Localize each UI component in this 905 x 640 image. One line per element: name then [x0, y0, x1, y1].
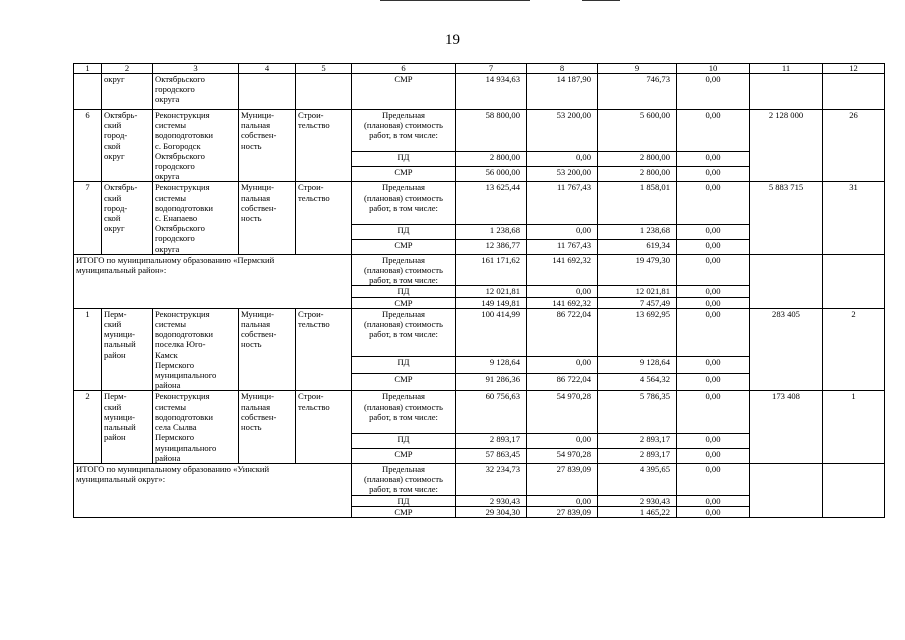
table-cell: СМР	[352, 167, 456, 182]
table-cell: 2	[823, 308, 885, 391]
table-cell: 1 858,01	[598, 182, 677, 224]
table-row	[74, 74, 885, 110]
table-cell: Муници- пальная собствен- ность	[239, 110, 296, 182]
table-cell: 2 800,00	[598, 152, 677, 167]
table-cell: 5 600,00	[598, 110, 677, 152]
top-line	[582, 0, 620, 1]
table-row	[74, 463, 885, 495]
table-cell: 1	[823, 391, 885, 463]
table-body	[74, 64, 885, 518]
table-cell: 0,00	[527, 286, 598, 297]
column-number-header: 7	[456, 64, 527, 74]
column-number-header: 1	[74, 64, 102, 74]
column-number-header: 4	[239, 64, 296, 74]
table-cell: Муници- пальная собствен- ность	[239, 182, 296, 254]
table-cell: 4 564,32	[598, 374, 677, 391]
table-cell: 2 930,43	[598, 495, 677, 506]
table-cell: 0,00	[677, 357, 750, 374]
table-cell: ПД	[352, 224, 456, 239]
table-cell: 19 479,30	[598, 254, 677, 286]
table-cell: 2 800,00	[598, 167, 677, 182]
table-cell: 0,00	[677, 239, 750, 254]
table-cell: 0,00	[677, 254, 750, 286]
table-cell: 0,00	[677, 433, 750, 448]
table-cell: Перм- ский муници- пальный район	[102, 391, 153, 463]
table-cell: 619,34	[598, 239, 677, 254]
column-number-header: 5	[296, 64, 352, 74]
table-cell: 7	[74, 182, 102, 254]
column-number-header: 2	[102, 64, 153, 74]
column-number-header: 9	[598, 64, 677, 74]
table-cell: округ	[102, 74, 153, 110]
table-cell: 86 722,04	[527, 374, 598, 391]
header-row	[74, 64, 885, 74]
table-cell: 11 767,43	[527, 239, 598, 254]
table-cell: 0,00	[677, 506, 750, 517]
table-cell: 0,00	[677, 167, 750, 182]
table-cell	[74, 74, 102, 110]
table-cell: 0,00	[677, 391, 750, 433]
column-number-header: 10	[677, 64, 750, 74]
table-cell: СМР	[352, 297, 456, 308]
table-cell: 2	[74, 391, 102, 463]
table-cell	[750, 74, 823, 110]
table-cell: 53 200,00	[527, 110, 598, 152]
table-cell	[296, 74, 352, 110]
table-cell: 29 304,30	[456, 506, 527, 517]
table-cell: 12 386,77	[456, 239, 527, 254]
table-cell: 2 930,43	[456, 495, 527, 506]
table-cell: 149 149,81	[456, 297, 527, 308]
table-cell	[823, 463, 885, 517]
column-number-header: 6	[352, 64, 456, 74]
column-number-header: 12	[823, 64, 885, 74]
table-cell: 1	[74, 308, 102, 391]
table-cell: 56 000,00	[456, 167, 527, 182]
table-cell: Реконструкция системы водоподготовки с. Богородск Октябрьского городского округа	[153, 110, 239, 182]
table-cell: 91 286,36	[456, 374, 527, 391]
table-cell: Муници- пальная собствен- ность	[239, 391, 296, 463]
table-cell: 31	[823, 182, 885, 254]
table-cell: 0,00	[677, 74, 750, 110]
data-table	[73, 63, 885, 518]
table-cell: Октябрьского городского округа	[153, 74, 239, 110]
table-cell: 54 970,28	[527, 391, 598, 433]
table-cell: СМР	[352, 506, 456, 517]
table-cell: СМР	[352, 374, 456, 391]
table-cell: 13 692,95	[598, 308, 677, 356]
table-cell: Строи- тельство	[296, 391, 352, 463]
table-cell: 100 414,99	[456, 308, 527, 356]
table-cell: 141 692,32	[527, 297, 598, 308]
table-cell: 26	[823, 110, 885, 182]
table-row	[74, 254, 885, 286]
table-cell: Реконструкция системы водоподготовки села Сылва Пермского муниципального района	[153, 391, 239, 463]
table-cell: 5 786,35	[598, 391, 677, 433]
table-cell: 7 457,49	[598, 297, 677, 308]
table-cell: 0,00	[677, 152, 750, 167]
table-cell: 86 722,04	[527, 308, 598, 356]
table-cell: Строи- тельство	[296, 110, 352, 182]
table-cell: 4 395,65	[598, 463, 677, 495]
table-cell: 0,00	[677, 448, 750, 463]
table-cell: Строи- тельство	[296, 182, 352, 254]
table-row	[74, 110, 885, 152]
page-number: 19	[445, 32, 460, 48]
table-cell: Предельная (плановая) стоимость работ, в том числе:	[352, 182, 456, 224]
table-cell: Предельная (плановая) стоимость работ, в том числе:	[352, 110, 456, 152]
table-cell: 1 238,68	[598, 224, 677, 239]
table-cell	[823, 74, 885, 110]
table-cell: 2 800,00	[456, 152, 527, 167]
table-cell: Октябрь- ский город- ской округ	[102, 110, 153, 182]
table-cell: 141 692,32	[527, 254, 598, 286]
table-cell: Муници- пальная собствен- ность	[239, 308, 296, 391]
table-cell: 2 893,17	[598, 433, 677, 448]
column-number-header: 3	[153, 64, 239, 74]
table-cell: Строи- тельство	[296, 308, 352, 391]
table-cell: 2 893,17	[598, 448, 677, 463]
table-cell: 161 171,62	[456, 254, 527, 286]
table-cell: СМР	[352, 74, 456, 110]
table-cell: 13 625,44	[456, 182, 527, 224]
table-cell: Предельная (плановая) стоимость работ, в том числе:	[352, 463, 456, 495]
table-cell: ПД	[352, 286, 456, 297]
table-cell: 58 800,00	[456, 110, 527, 152]
table-cell	[750, 463, 823, 517]
total-label: ИТОГО по муниципальному образованию «Пермский муниципальный район»:	[74, 254, 352, 308]
table-cell: 0,00	[527, 495, 598, 506]
table-cell: ПД	[352, 433, 456, 448]
table-cell: 0,00	[677, 286, 750, 297]
table-cell: Перм- ский муници- пальный район	[102, 308, 153, 391]
table-cell: 0,00	[677, 495, 750, 506]
table-cell: 12 021,81	[598, 286, 677, 297]
table-cell: 9 128,64	[456, 357, 527, 374]
table-cell: 1 238,68	[456, 224, 527, 239]
table-cell: 1 465,22	[598, 506, 677, 517]
table-cell: 5 883 715	[750, 182, 823, 254]
table-cell: 12 021,81	[456, 286, 527, 297]
table-cell: ПД	[352, 495, 456, 506]
table-cell: 746,73	[598, 74, 677, 110]
table-cell: 283 405	[750, 308, 823, 391]
column-number-header: 8	[527, 64, 598, 74]
table-cell: 32 234,73	[456, 463, 527, 495]
table-cell: 27 839,09	[527, 463, 598, 495]
table-cell: 9 128,64	[598, 357, 677, 374]
table-cell: 53 200,00	[527, 167, 598, 182]
table-cell: Предельная (плановая) стоимость работ, в том числе:	[352, 254, 456, 286]
table-cell: Предельная (плановая) стоимость работ, в том числе:	[352, 308, 456, 356]
table-cell: 60 756,63	[456, 391, 527, 433]
table-cell: 57 863,45	[456, 448, 527, 463]
table-cell: 0,00	[677, 308, 750, 356]
table-cell: Реконструкция системы водоподготовки с. Енапаево Октябрьского городского округа	[153, 182, 239, 254]
column-number-header: 11	[750, 64, 823, 74]
table-cell: 0,00	[677, 463, 750, 495]
table-cell: 11 767,43	[527, 182, 598, 224]
table-cell: 6	[74, 110, 102, 182]
table-cell	[823, 254, 885, 308]
table-cell: 0,00	[677, 182, 750, 224]
table-cell	[239, 74, 296, 110]
top-line	[380, 0, 530, 1]
table-cell: 173 408	[750, 391, 823, 463]
table-cell: Реконструкция системы водоподготовки поселка Юго- Камск Пермского муниципального района	[153, 308, 239, 391]
table-cell: 2 128 000	[750, 110, 823, 182]
table-cell: 0,00	[527, 152, 598, 167]
table-cell: 14 934,63	[456, 74, 527, 110]
table-cell: 0,00	[677, 374, 750, 391]
table-cell: 54 970,28	[527, 448, 598, 463]
table-cell	[750, 254, 823, 308]
table-cell: 2 893,17	[456, 433, 527, 448]
table-cell: 0,00	[527, 357, 598, 374]
total-label: ИТОГО по муниципальному образованию «Уинский муниципальный округ»:	[74, 463, 352, 517]
table-cell: Предельная (плановая) стоимость работ, в том числе:	[352, 391, 456, 433]
table-cell: 27 839,09	[527, 506, 598, 517]
table-cell: ПД	[352, 357, 456, 374]
table-cell: 0,00	[677, 224, 750, 239]
table-cell: 0,00	[677, 110, 750, 152]
table-row	[74, 391, 885, 433]
table-cell: 0,00	[527, 433, 598, 448]
table-cell: СМР	[352, 239, 456, 254]
table-cell: 0,00	[677, 297, 750, 308]
table-cell: Октябрь- ский город- ской округ	[102, 182, 153, 254]
table-row	[74, 182, 885, 224]
table-cell: 14 187,90	[527, 74, 598, 110]
table-row	[74, 308, 885, 356]
table-cell: 0,00	[527, 224, 598, 239]
table-cell: ПД	[352, 152, 456, 167]
table-cell: СМР	[352, 448, 456, 463]
